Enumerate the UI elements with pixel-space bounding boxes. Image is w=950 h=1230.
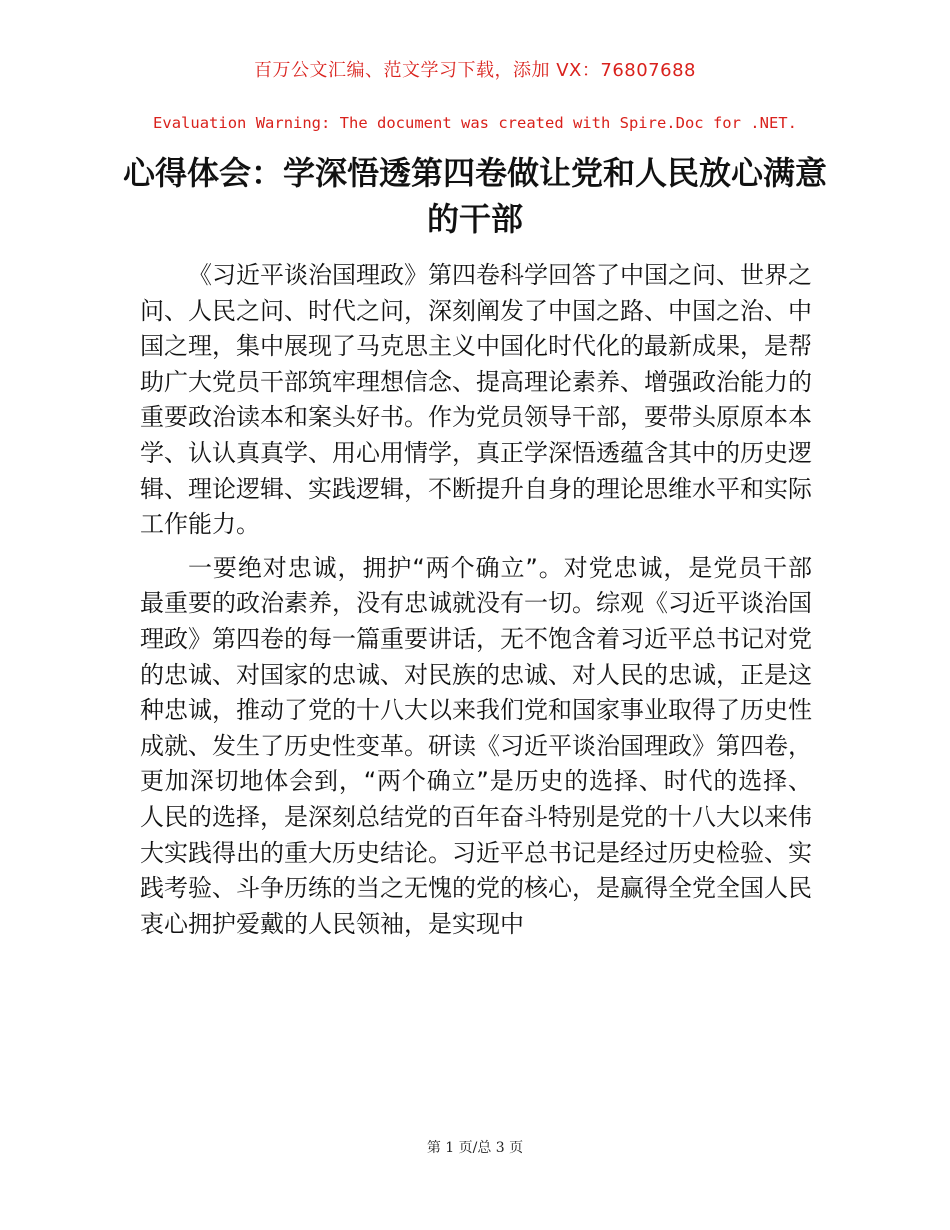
paragraph: 《习近平谈治国理政》第四卷科学回答了中国之问、世界之问、人民之问、时代之问，深刻阐发了中国之路、中国之治、中国之理，集中展现了马克思主义中国化时代化的最新成果，是帮助广大党员干部筑牢理想信念、提高理论素养、增强政治能力的重要政治读本和案头好书。作为党员领导干部，要带头原原本本学、认认真真学、用心用情学，真正学深悟透蕴含其中的历史逻辑、理论逻辑、实践逻辑，不断提升自身的理论思维水平和实际工作能力。 [140,261,812,539]
page-footer: 第 1 页/总 3 页 [426,1140,524,1156]
evaluation-warning: Evaluation Warning: The document was created with Spire.Doc for .NET. [153,114,797,132]
promo-banner: 百万公文汇编、范文学习下载，添加 VX：76807688 [254,60,696,81]
document-title: 心得体会：学深悟透第四卷做让党和人民放心满意的干部 [122,154,827,238]
paragraph: 一要绝对忠诚，拥护“两个确立”。对党忠诚，是党员干部最重要的政治素养，没有忠诚就没有一切。综观《习近平谈治国理政》第四卷的每一篇重要讲话，无不饱含着习近平总书记对党的忠诚、对国家的忠诚、对民族的忠诚、对人民的忠诚，正是这种忠诚，推动了党的十八大以来我们党和国家事业取得了历史性成就、发生了历史性变革。研读《习近平谈治国理政》第四卷，更加深切地体会到，“两个确立”是历史的选择、时代的选择、人民的选择，是深刻总结党的百年奋斗特别是党的十八大以来伟大实践得出的重大历史结论。习近平总书记是经过历史检验、实践考验、斗争历练的当之无愧的党的核心，是赢得全党全国人民衷心拥护爱戴的人民领袖，是实现中 [140,553,812,938]
document-body [140,258,812,950]
